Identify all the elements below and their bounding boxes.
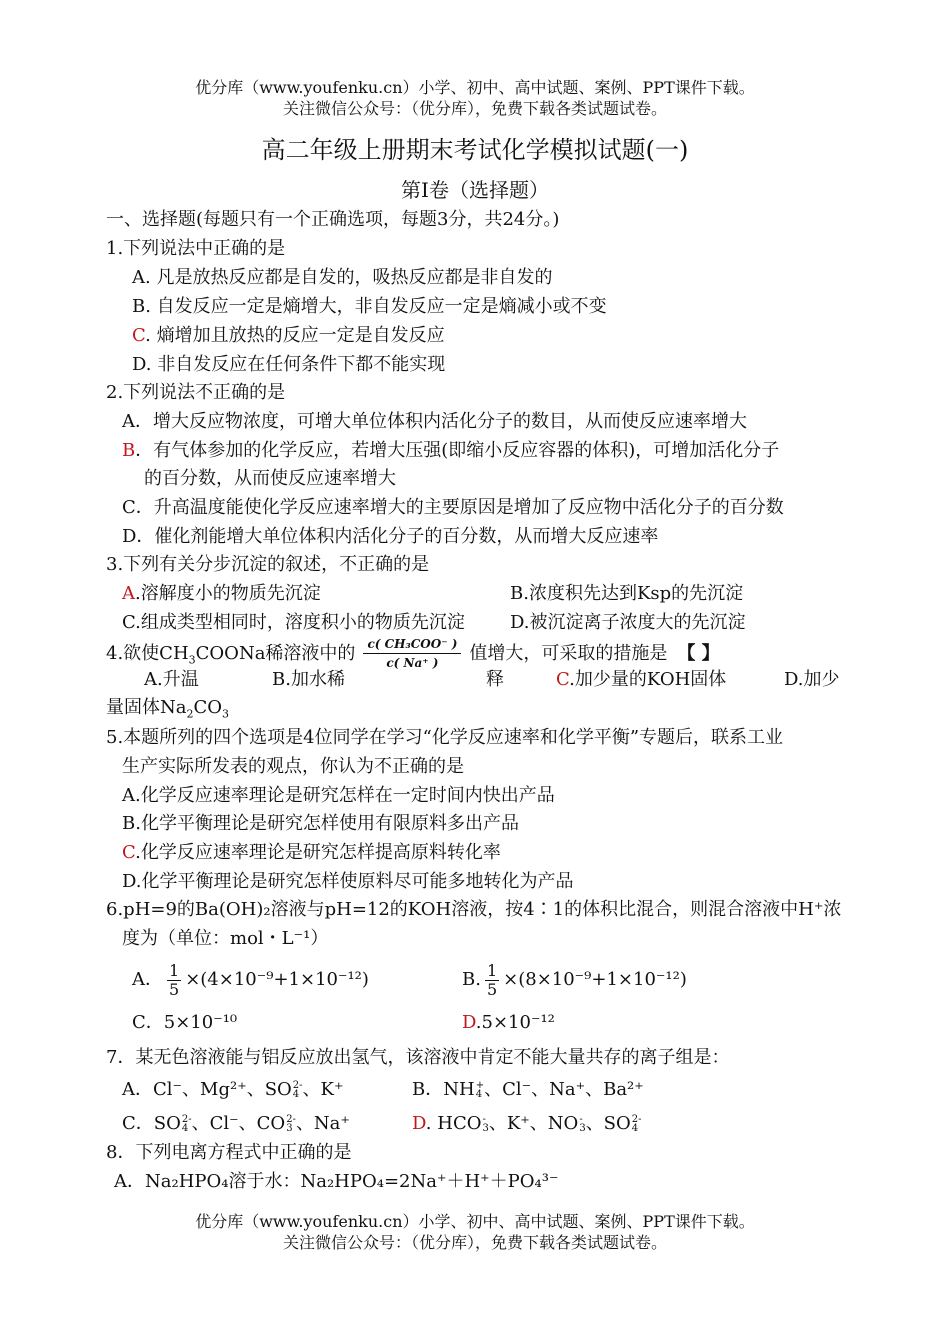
q7-option-a: A．Cl⁻、Mg²⁺、SO 2- 4 、K⁺ (122, 1079, 344, 1100)
q4-option-d: D.加少 (784, 669, 840, 690)
q6-stem: 6.pH=9的Ba(OH)₂溶液与pH=12的KOH溶液，按4∶1的体积比混合，则混合溶液中H⁺浓 (106, 899, 842, 920)
q3-option-d: D.被沉淀离子浓度大的先沉淀 (510, 612, 746, 633)
page-title: 高二年级上册期末考试化学模拟试题(一) (261, 136, 689, 164)
q5-stem: 5.本题所列的四个选项是4位同学在学习“化学反应速率和化学平衡”专题后，联系工业 (106, 727, 784, 748)
q7-option-b: B．NH + 4 、Cl⁻、Na⁺、Ba²⁺ (412, 1079, 644, 1100)
q5-option-c: C.化学反应速率理论是研究怎样提高原料转化率 (122, 842, 501, 863)
q4-option-a: A.升温 (144, 669, 199, 690)
q6-answer-mark: D (462, 1012, 476, 1033)
q7-answer-mark: D (412, 1113, 426, 1134)
q6-option-a: A． $\frac{1}{5}$ ×(4×10⁻⁹+1×10⁻¹²) (132, 960, 369, 999)
footer-line-1: 优分库（www.youfenku.cn）小学、初中、高中试题、案例、PPT课件下载。 (195, 1212, 755, 1231)
q1-option-d: D. 非自发反应在任何条件下都不能实现 (132, 354, 446, 375)
section-title: 第Ⅰ卷（选择题） (401, 178, 549, 202)
q7-option-c: C．SO 2- 4 、Cl⁻、CO 2- 3 、Na⁺ (122, 1113, 350, 1134)
q4-answer-mark: C (556, 669, 570, 690)
q6-option-d: D.5×10⁻¹² (462, 1012, 555, 1033)
q3-option-c: C.组成类型相同时，溶度积小的物质先沉淀 (122, 612, 465, 633)
q7-option-d: D. HCO - 3 、K⁺、NO - 3 、SO 2- 4 (412, 1113, 642, 1134)
q6-fraction: $\frac{1}{5}$ (486, 960, 498, 999)
q2-option-a: A．增大反应物浓度，可增大单位体积内活化分子的数目，从而使反应速率增大 (122, 411, 747, 432)
q6-fraction: $\frac{1}{5}$ (169, 960, 180, 999)
q2-stem: 2.下列说法不正确的是 (106, 382, 286, 403)
q2-answer-mark: B (122, 440, 136, 461)
q4-option-b: B.加水稀 (272, 669, 345, 690)
q3-stem: 3.下列有关分步沉淀的叙述，不正确的是 (106, 554, 430, 575)
q3-option-a: A.溶解度小的物质先沉淀 (122, 583, 321, 604)
q1-stem: 1.下列说法中正确的是 (106, 238, 286, 259)
q8-stem: 8．下列电离方程式中正确的是 (106, 1142, 352, 1163)
q1-option-b: B. 自发反应一定是熵增大，非自发反应一定是熵减小或不变 (132, 296, 607, 317)
q4-option-c: C.加少量的KOH固体 (556, 669, 727, 690)
q4-option-d-cont: 量固体$Na_2CO_3$ (106, 697, 230, 721)
q2-option-b-cont: 的百分数，从而使反应速率增大 (144, 468, 396, 489)
part-heading: 一、选择题(每题只有一个正确选项，每题3分，共24分。) (106, 209, 560, 230)
q5-answer-mark: C (122, 842, 136, 863)
q2-option-d: D．催化剂能增大单位体积内活化分子的百分数，从而增大反应速率 (122, 526, 659, 547)
q3-answer-mark: A (122, 583, 135, 604)
q5-option-d: D.化学平衡理论是研究怎样使原料尽可能多地转化为产品 (122, 871, 574, 892)
q4-stem: 4.欲使$CH_3COONa$稀溶液中的 c( CH₃COO⁻ ) c( Na⁺ ) 值增大，可采取的措施是 【 】 (106, 637, 720, 670)
q5-option-b: B.化学平衡理论是研究怎样使用有限原料多出产品 (122, 813, 519, 834)
q5-option-a: A.化学反应速率理论是研究怎样在一定时间内快出产品 (122, 785, 555, 806)
q3-option-b: B.浓度积先达到Ksp的先沉淀 (510, 583, 744, 604)
q6-option-c: C．5×10⁻¹⁰ (132, 1012, 238, 1033)
q4-answer-bracket: 【 】 (677, 643, 720, 664)
q7-stem: 7．某无色溶液能与铝反应放出氢气，该溶液中肯定不能大量共存的离子组是： (106, 1047, 730, 1068)
q1-option-c: C. 熵增加且放热的反应一定是自发反应 (132, 325, 445, 346)
header-line-2: 关注微信公众号：（优分库），免费下载各类试题试卷。 (282, 99, 667, 118)
q5-stem-cont: 生产实际所发表的观点，你认为不正确的是 (122, 756, 464, 777)
q2-option-b: B．有气体参加的化学反应，若增大压强(即缩小反应容器的体积)，可增加活化分子 (122, 440, 780, 461)
q8-option-a: A．Na₂HPO₄溶于水：Na₂HPO₄=2Na⁺＋H⁺＋PO₄³⁻ (114, 1171, 559, 1192)
q6-stem-cont: 度为（单位：mol・L⁻¹） (122, 928, 329, 949)
q4-option-b-cont: 释 (486, 669, 504, 690)
q2-option-c: C．升高温度能使化学反应速率增大的主要原因是增加了反应物中活化分子的百分数 (122, 497, 784, 518)
q6-option-b: B. $\frac{1}{5}$ ×(8×10⁻⁹+1×10⁻¹²) (462, 960, 687, 999)
q1-answer-mark: C (132, 325, 146, 346)
q4-ratio-fraction: c( CH₃COO⁻ ) c( Na⁺ ) (363, 637, 461, 671)
footer-line-2: 关注微信公众号：（优分库），免费下载各类试题试卷。 (282, 1233, 667, 1252)
header-line-1: 优分库（www.youfenku.cn）小学、初中、高中试题、案例、PPT课件下载。 (195, 78, 755, 97)
q1-option-a: A. 凡是放热反应都是自发的，吸热反应都是非自发的 (132, 267, 553, 288)
